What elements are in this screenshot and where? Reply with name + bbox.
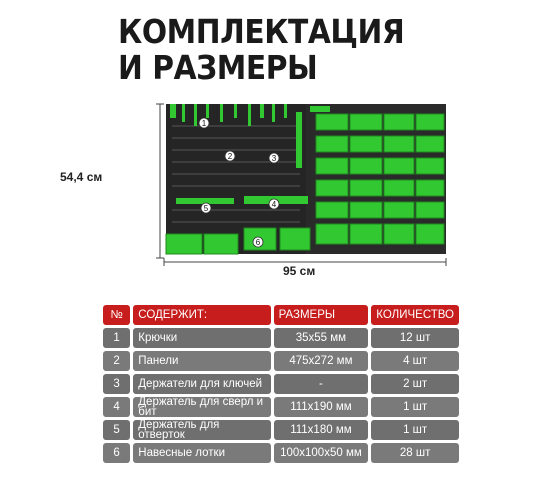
row-number: 1 — [103, 328, 130, 348]
key-holder — [296, 112, 302, 168]
row-number: 2 — [103, 351, 130, 371]
row-quantity: 1 шт — [371, 420, 459, 440]
table-row — [103, 374, 459, 394]
row-contents: Навесные лотки — [133, 443, 270, 463]
row-contents: Панели — [133, 351, 270, 371]
column-header-number: № — [103, 305, 130, 325]
row-quantity: 1 шт — [371, 397, 459, 417]
row-quantity: 2 шт — [371, 374, 459, 394]
table-header-row — [103, 305, 459, 325]
table-row — [103, 397, 459, 417]
row-quantity: 4 шт — [371, 351, 459, 371]
row-size: 111х180 мм — [274, 420, 369, 440]
callout-6-label: 6 — [255, 238, 261, 247]
title-line-2: И РАЗМЕРЫ — [118, 48, 318, 87]
height-dimension-line — [156, 104, 164, 258]
key-holder — [310, 106, 330, 112]
callout-3-label: 3 — [271, 154, 277, 163]
table-row — [103, 351, 459, 371]
row-size: 111х190 мм — [274, 397, 369, 417]
row-number: 5 — [103, 420, 130, 440]
page-title — [118, 14, 404, 86]
row-number: 3 — [103, 374, 130, 394]
row-number: 4 — [103, 397, 130, 417]
row-quantity: 28 шт — [371, 443, 459, 463]
width-dimension-label: 95 см — [283, 264, 316, 278]
row-size: - — [274, 374, 369, 394]
row-size: 100х100х50 мм — [274, 443, 369, 463]
table-row — [103, 328, 459, 348]
row-contents: Держатели для ключей — [133, 374, 270, 394]
storage-wall-illustration — [150, 96, 450, 266]
column-header-contents: СОДЕРЖИТ: — [133, 305, 270, 325]
row-contents: Держатель для отверток — [133, 420, 270, 440]
callout-4-label: 4 — [271, 200, 277, 209]
column-header-sizes: РАЗМЕРЫ — [274, 305, 369, 325]
row-size: 475х272 мм — [274, 351, 369, 371]
column-header-quantity: КОЛИЧЕСТВО — [371, 305, 459, 325]
callout-1-label: 1 — [201, 119, 207, 128]
row-size: 35х55 мм — [274, 328, 369, 348]
table-row — [103, 420, 459, 440]
row-contents: Крючки — [133, 328, 270, 348]
title-line-1: КОМПЛЕКТАЦИЯ — [118, 12, 405, 51]
callout-2-label: 2 — [227, 152, 233, 161]
row-quantity: 12 шт — [371, 328, 459, 348]
callout-5-label: 5 — [203, 204, 209, 213]
table-row — [103, 443, 459, 463]
height-dimension-label: 54,4 см — [60, 170, 103, 184]
row-contents: Держатель для сверл и бит — [133, 397, 270, 417]
row-number: 6 — [103, 443, 130, 463]
width-dimension-line — [164, 258, 446, 266]
specification-table — [100, 302, 462, 466]
